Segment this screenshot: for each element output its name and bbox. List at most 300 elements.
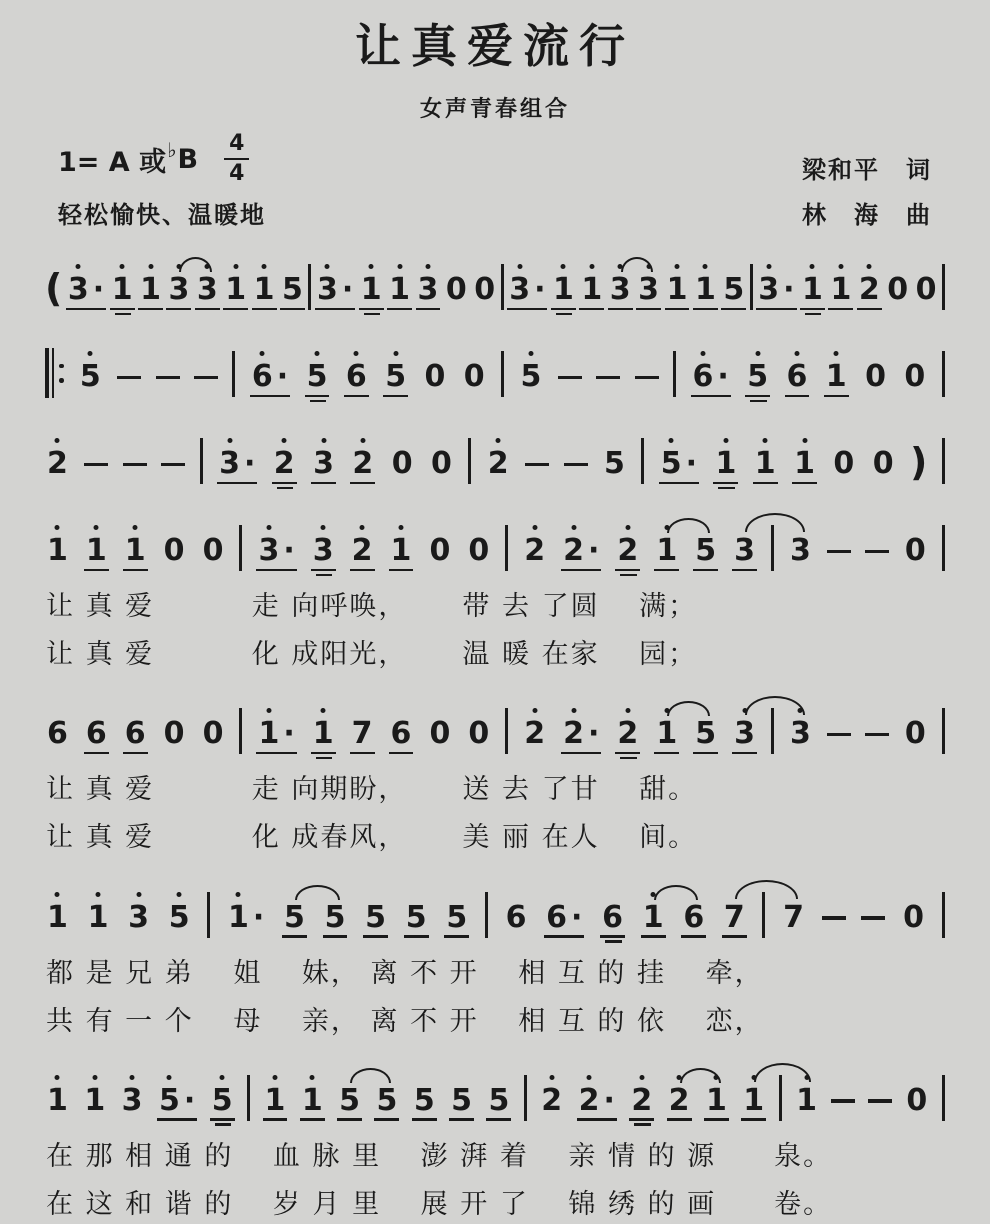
note [863,346,888,404]
note [665,259,690,317]
note [903,520,928,578]
note [350,433,375,491]
augmentation-dot: · [534,272,546,307]
time-signature-numerator: 4 [224,133,249,160]
note-number: 2 [488,449,509,479]
octave-dot [794,351,799,356]
octave-dot [315,351,320,356]
underline [311,482,336,485]
lyric-line: 让 真 爱 走 向呼唤， 带 去 了圆 满； [46,591,698,622]
note [256,703,296,761]
octave-dot [76,264,81,269]
underline [605,940,621,943]
note [162,520,187,578]
underline [305,395,330,398]
note-number: 5 [282,272,303,307]
note-number: 1 [706,1086,727,1116]
note-number: 0 [474,272,496,307]
underline [256,752,296,755]
barline [207,892,210,938]
note-number: 1 [84,1086,105,1116]
note-number: 6 [683,899,705,935]
underline [629,1118,654,1121]
note [600,887,625,945]
note [831,433,856,491]
octave-dot [802,438,807,443]
parenthesis: ( [45,266,63,310]
octave-dot [266,708,271,713]
underline [665,308,690,311]
repeat-start-sign [45,348,64,398]
underline [824,395,849,398]
barline [247,1075,250,1121]
note [123,703,148,761]
note [45,433,70,491]
note-number: 3 [197,275,218,305]
note-number: 1 [254,275,275,305]
note-number: 2 [669,1086,690,1116]
slur-arc [745,696,805,715]
octave-dot [369,264,374,269]
note-number: 0 [865,359,886,394]
augmentation-dot: · [588,716,600,752]
note-number: 0 [904,533,926,568]
note [359,259,384,317]
lyric-line: 让 真 爱 化 成春风， 美 丽 在人 间。 [46,822,698,854]
note-number: 2 [524,719,545,749]
song-title: 让真爱流行 [355,19,635,73]
note [544,887,584,945]
time-signature [224,133,249,185]
note [82,1070,107,1128]
note [223,259,248,317]
note [615,520,640,578]
underline [693,752,718,755]
note-number: 7 [723,899,745,935]
underline [579,308,604,311]
note [66,259,106,317]
barline [505,708,508,754]
note [901,887,926,945]
note-number: 1 [225,275,246,305]
augmentation-dot: · [783,272,795,307]
octave-dot [94,525,99,530]
note-number: 1 [643,903,664,933]
duration-dash [525,463,549,467]
underline [363,935,388,938]
note [504,887,529,945]
note [902,346,927,404]
octave-dot [397,264,402,269]
duration-dash [861,916,885,920]
underline [359,308,384,311]
note-number: 0 [163,716,185,752]
note-number: 3 [68,275,89,305]
slur-arc [735,880,798,899]
octave-dot [532,708,537,713]
note [389,520,414,578]
note-number: 3 [317,275,338,305]
music-line [0,885,990,945]
underline [620,757,636,760]
octave-dot [571,525,576,530]
augmentation-dot: · [183,1082,196,1118]
note [785,346,810,404]
note [449,1070,474,1128]
note [311,433,336,491]
note-number: 2 [563,719,584,749]
note [210,1070,235,1128]
note [383,346,408,404]
augmentation-dot: · [252,899,265,935]
note-number: 0 [887,272,909,307]
note-number: 5 [661,449,682,479]
underline [195,308,220,311]
underline [316,574,332,577]
note-number: 3 [638,275,659,305]
underline [123,752,148,755]
note-number: 0 [202,533,224,568]
note-number: 5 [169,903,190,933]
note [389,703,414,761]
underline [84,752,109,755]
note [45,1070,70,1128]
note-number: 0 [903,899,925,935]
note-number: 3 [790,719,811,749]
octave-dot [360,438,365,443]
note-number: 1 [302,1086,323,1116]
underline [634,1123,650,1126]
note-number: 3 [509,275,530,305]
note-number: 1 [391,536,412,566]
note-number: 2 [579,1086,600,1116]
key-text: 1= A 或 [58,146,167,178]
music-line [0,431,990,491]
underline [315,308,355,311]
octave-dot [763,438,768,443]
note [120,1070,145,1128]
duration-dash [117,376,141,380]
lyric-line: 共 有 一 个 母 亲， 离 不 开 相 互 的 依 恋， [46,1005,764,1037]
note-number: 3 [258,536,279,566]
octave-dot [675,264,680,269]
note-number: 1 [656,719,677,749]
octave-dot [88,351,93,356]
note-number: 5 [488,1082,510,1118]
note [162,703,187,761]
note-number: 0 [904,359,926,394]
underline [412,1118,437,1121]
note-number: 5 [307,362,328,392]
octave-dot [549,1075,554,1080]
note [167,887,192,945]
underline [667,1118,692,1121]
duration-dash [831,1099,855,1103]
underline [263,1118,288,1121]
note-number: 1 [86,536,107,566]
note [486,433,511,491]
note-number: 1 [826,362,847,392]
underline [383,395,408,398]
octave-dot [321,438,326,443]
note [416,259,441,317]
note [123,520,148,578]
underline [745,395,770,398]
octave-dot [360,525,365,530]
octave-dot [755,351,760,356]
repeat-bar-thin [52,348,54,398]
lyric-line: 让 真 爱 走 向期盼， 送 去 了甘 甜。 [46,774,698,806]
barline [232,351,235,397]
note-number: 5 [413,1082,435,1118]
octave-dot [55,892,60,897]
note-number: 5 [695,533,717,568]
underline [311,569,336,572]
barline [942,525,945,571]
octave-dot [867,264,872,269]
octave-dot [639,1075,644,1080]
barline [641,438,644,484]
note [311,703,336,761]
underline [722,935,747,938]
music-line [0,257,990,317]
note [792,433,817,491]
note-number: 3 [128,903,149,933]
octave-dot [766,264,771,269]
underline [561,569,601,572]
note-number: 1 [47,903,68,933]
lyric-line: 在 那 相 通 的 血 脉 里 澎 湃 着 亲 情 的 源 泉。 [46,1140,833,1172]
underline [713,482,738,485]
underline [857,308,882,311]
underline [654,569,679,572]
octave-dot [571,708,576,713]
note [871,433,896,491]
note [84,703,109,761]
underline [721,308,746,311]
barline [239,525,242,571]
underline [337,1118,362,1121]
note-number: 5 [339,1082,361,1118]
underline [300,1118,325,1121]
note [263,1070,288,1128]
octave-dot [625,708,630,713]
note-number: 5 [451,1082,473,1118]
underline [350,752,375,755]
underline [805,313,821,316]
barline [501,351,504,397]
note [78,346,103,404]
octave-dot [260,351,265,356]
underline [416,308,441,311]
note [300,1070,325,1128]
note [800,259,825,317]
octave-dot [148,264,153,269]
octave-dot [589,264,594,269]
underline [215,1123,231,1126]
note-number: 6 [505,899,527,935]
duration-dash [865,550,889,554]
note [252,259,277,317]
octave-dot [810,264,815,269]
note [429,433,454,491]
note [629,1070,654,1128]
duration-dash [868,1099,892,1103]
note [217,433,257,491]
note [691,346,731,404]
octave-dot [310,1075,315,1080]
note [472,259,497,317]
note-number: 0 [904,716,926,752]
note-number: 5 [365,899,387,935]
note-number: 5 [80,362,101,392]
underline [691,395,731,398]
octave-dot [272,1075,277,1080]
octave-dot [92,1075,97,1080]
note-number: 1 [802,275,823,305]
augmentation-dot: · [685,446,697,481]
underline [282,935,307,938]
octave-dot [496,438,501,443]
note-number: 0 [468,533,490,568]
note-number: 1 [265,1086,286,1116]
octave-dot [321,708,326,713]
note [45,887,70,945]
note-number: 7 [351,716,373,752]
note [602,433,627,491]
note-number: 5 [284,899,305,935]
note [857,259,882,317]
octave-dot [669,438,674,443]
note-number: 6 [693,362,714,392]
note-number: 0 [163,533,185,568]
barline [501,264,504,310]
music-line [0,518,990,578]
barline [673,351,676,397]
note [522,703,547,761]
note [522,520,547,578]
note-number: 0 [429,533,451,568]
note-number: 5 [747,362,768,392]
note-number: 6 [602,899,624,935]
note [256,520,296,578]
octave-dot [130,1075,135,1080]
note-number: 2 [47,449,68,479]
note-number: 7 [783,899,805,935]
underline [556,313,572,316]
barline [750,264,753,310]
slur-arc [754,1063,811,1082]
note [427,520,452,578]
note [344,346,369,404]
underline [166,308,191,311]
note [126,887,151,945]
note-number: 3 [219,449,240,479]
note-number: 1 [258,719,279,749]
underline [280,308,305,311]
underline [750,400,766,403]
note [350,520,375,578]
octave-dot [325,264,330,269]
note [157,1070,197,1128]
note [561,703,601,761]
octave-dot [321,525,326,530]
note-number: 3 [418,275,439,305]
octave-dot [703,264,708,269]
note-number: 2 [631,1086,652,1116]
underline [600,935,625,938]
note [250,346,290,404]
note-number: 3 [313,449,334,479]
underline [718,487,734,490]
underline [785,395,810,398]
note-number: 0 [431,446,452,481]
note [577,1070,617,1128]
augmentation-dot: · [243,446,256,481]
underline [741,1118,766,1121]
octave-dot [528,351,533,356]
note-number: 0 [391,446,413,481]
duration-dash [596,376,620,380]
duration-dash [865,733,889,737]
underline [615,752,640,755]
octave-dot [55,438,60,443]
octave-dot [96,892,101,897]
note [280,259,305,317]
note [226,887,266,945]
note-number: 1 [47,536,68,566]
note-number: 5 [324,899,346,935]
note-number: 1 [361,275,382,305]
barline [505,525,508,571]
note [315,259,355,317]
note-number: 1 [140,275,161,305]
underline [157,1118,197,1121]
barline [942,351,945,397]
note [885,259,910,317]
score [0,257,990,1224]
note [721,259,746,317]
note [903,703,928,761]
note-number: 1 [88,903,109,933]
underline [66,308,106,311]
underline [693,569,718,572]
note-number: 1 [553,275,574,305]
underline [681,935,706,938]
underline [486,1118,511,1121]
note-number: 0 [202,716,224,752]
underline [753,482,778,485]
underline [577,1118,617,1121]
note [272,433,297,491]
note [387,259,412,317]
augmentation-dot: · [603,1082,615,1118]
time-signature-denominator: 4 [229,161,245,186]
underline [544,935,584,938]
music-line [0,1068,990,1128]
octave-dot [587,1075,592,1080]
note [444,259,469,317]
note-number: 2 [617,719,638,749]
underline [350,482,375,485]
barline [468,438,471,484]
duration-dash [822,916,846,920]
duration-dash [827,733,851,737]
underline [277,487,293,490]
note-number: 0 [915,272,937,307]
underline [615,569,640,572]
underline [800,308,825,311]
